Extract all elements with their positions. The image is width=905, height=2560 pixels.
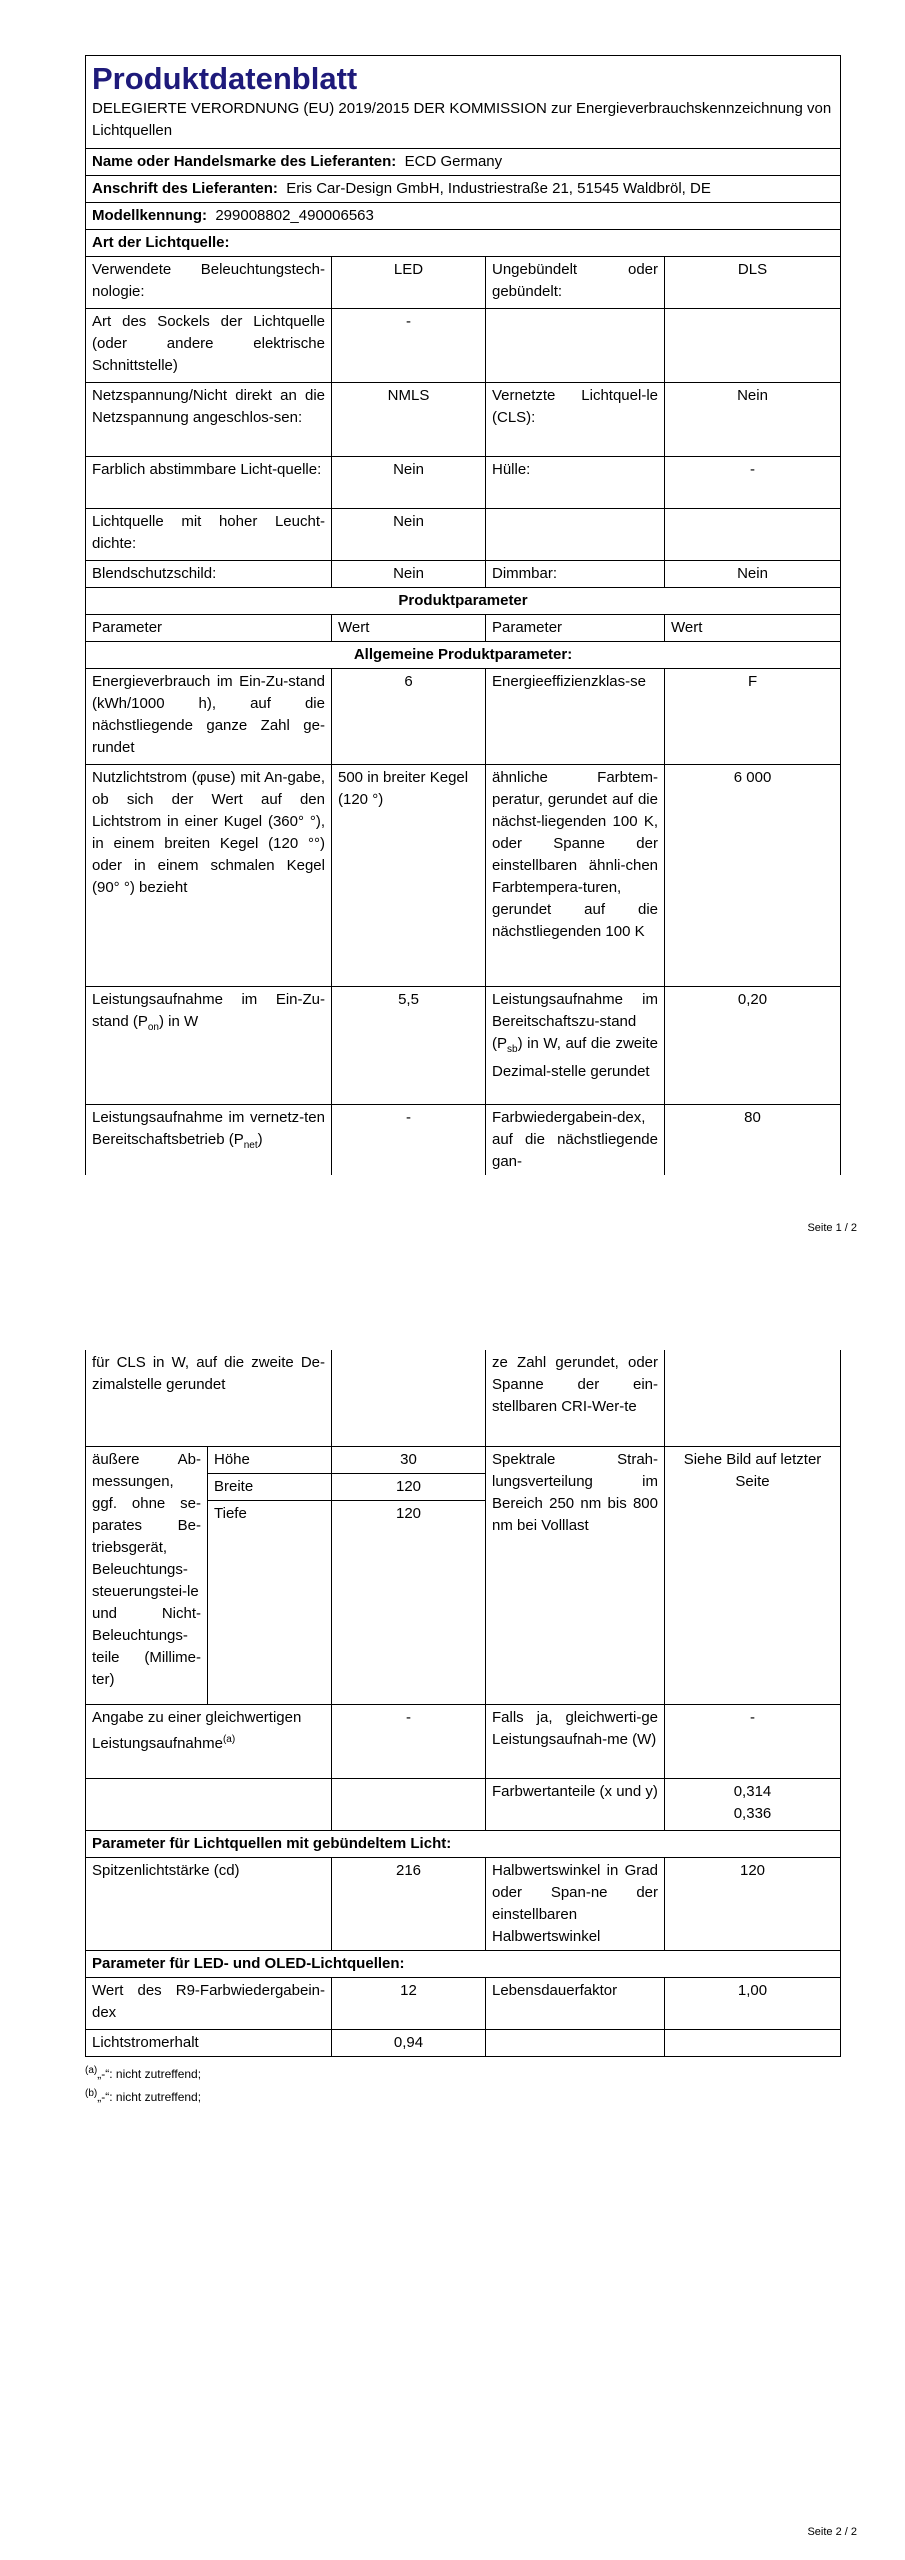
chromaticity-value xyxy=(665,1779,841,1831)
equivalent-power-label: Falls ja, gleichwerti-ge Leistungsaufnah-me (W) xyxy=(486,1705,665,1779)
regulation-subtitle: DELEGIERTE VERORDNUNG (EU) 2019/2015 DER KOMMISSION zur Energieverbrauchskennzeichnung von Lichtquellen xyxy=(92,100,832,139)
cri-value: 80 xyxy=(665,1105,841,1176)
led-heading: Parameter für LED- und OLED-Lichtquellen: xyxy=(86,1951,841,1978)
chromaticity-y: 0,336 xyxy=(733,1805,772,1822)
flux-value: 500 in breiter Kegel (120 °) xyxy=(332,765,486,987)
mains-value: NMLS xyxy=(332,383,486,457)
supplier-address-row xyxy=(86,176,841,203)
pon-label: Leistungsaufnahme im Ein-Zu-stand $(P_{on})$ in W xyxy=(86,987,332,1105)
width-label: Breite xyxy=(208,1473,332,1500)
pnet-label: Leistungsaufnahme im vernetz-ten Bereitschaftsbetrieb $(P_{net})$ xyxy=(86,1105,332,1176)
empty-cell xyxy=(486,2030,665,2057)
tech-value: LED xyxy=(332,257,486,309)
height-value: 30 xyxy=(332,1446,486,1473)
supplier-name-value: ECD Germany xyxy=(404,153,503,170)
color-tunable-label: Farblich abstimmbare Licht-quelle: xyxy=(86,457,332,509)
beam-angle-label: Halbwertswinkel in Grad oder Span-ne der einstellbaren Halbwertswinkel xyxy=(486,1858,665,1951)
empty-cell xyxy=(665,309,841,383)
page-2 xyxy=(85,1350,840,2107)
page-title: Produktdatenblatt xyxy=(92,61,358,96)
peak-intensity-value: 216 xyxy=(332,1858,486,1951)
empty-cell xyxy=(665,1350,841,1446)
lumen-maintenance-label: Lichtstromerhalt xyxy=(86,2030,332,2057)
col-header-param: Parameter xyxy=(486,615,665,642)
datasheet-table-page-2 xyxy=(85,1350,841,2057)
flux-label: Nutzlichtstrom (φuse) mit An-gabe, ob sich der Wert auf den Lichtstrom in einer Kugel (360° °), in einem breiten Kegel (120 °°) oder in einem schmalen Kegel (90° °) bezieht xyxy=(86,765,332,987)
general-heading: Allgemeine Produktparameter: xyxy=(86,642,841,669)
color-tunable-value: Nein xyxy=(332,457,486,509)
supplier-name-row xyxy=(86,149,841,176)
supplier-address-value: Eris Car-Design GmbH, Industriestraße 21, 51545 Waldbröl, DE xyxy=(286,180,711,197)
peak-intensity-label: Spitzenlichtstärke (cd) xyxy=(86,1858,332,1951)
col-header-value: Wert xyxy=(332,615,486,642)
glare-value: Nein xyxy=(332,561,486,588)
model-row xyxy=(86,203,841,230)
envelope-label: Hülle: xyxy=(486,457,665,509)
col-header-param: Parameter xyxy=(86,615,332,642)
equivalent-power-value: - xyxy=(665,1705,841,1779)
equivalent-value: - xyxy=(332,1705,486,1779)
spd-label: Spektrale Strah-lungsverteilung im Bereich 250 nm bis 800 nm bei Volllast xyxy=(486,1446,665,1705)
empty-cell xyxy=(332,1350,486,1446)
socket-label: Art des Sockels der Lichtquelle (oder andere elektrische Schnittstelle) xyxy=(86,309,332,383)
cri-label-continued: ze Zahl gerundet, oder Spanne der ein-stellbaren CRI-Wer-te xyxy=(486,1350,665,1446)
depth-label: Tiefe xyxy=(208,1500,332,1527)
lightsource-heading: Art der Lichtquelle: xyxy=(86,230,841,257)
mains-label: Netzspannung/Nicht direkt an die Netzspannung angeschlos-sen: xyxy=(86,383,332,457)
cls-label: Vernetzte Lichtquel-le (CLS): xyxy=(486,383,665,457)
dimensions-label: äußere Ab-messungen, ggf. ohne se-parates Be-triebsgerät, Beleuchtungs-steuerungstei-le und Nicht-Beleuchtungs-teile (Millime-ter) xyxy=(86,1446,208,1705)
hld-value: Nein xyxy=(332,509,486,561)
cls-value: Nein xyxy=(665,383,841,457)
dimmable-value: Nein xyxy=(665,561,841,588)
energy-label: Energieverbrauch im Ein-Zu-stand (kWh/1000 h), auf die nächstliegende ganze Zahl ge-rundet xyxy=(86,669,332,765)
width-value: 120 xyxy=(332,1473,486,1500)
page-1-footer: Seite 1 / 2 xyxy=(807,1222,857,1234)
product-heading: Produktparameter xyxy=(86,588,841,615)
empty-cell xyxy=(332,1527,486,1705)
survival-factor-label: Lebensdauerfaktor xyxy=(486,1978,665,2030)
page-2-footer: Seite 2 / 2 xyxy=(807,2526,857,2538)
model-label: Modellkennung: xyxy=(92,207,207,224)
envelope-value: - xyxy=(665,457,841,509)
cct-value: 6 000 xyxy=(665,765,841,987)
psb-value: 0,20 xyxy=(665,987,841,1105)
bundled-label: Ungebündelt oder gebündelt: xyxy=(486,257,665,309)
chromaticity-label: Farbwertanteile (x und y) xyxy=(486,1779,665,1831)
pnet-label-continued: für CLS in W, auf die zweite De-zimalstelle gerundet xyxy=(86,1350,332,1446)
r9-value: 12 xyxy=(332,1978,486,2030)
energy-class-label: Energieeffizienzklas-se xyxy=(486,669,665,765)
cct-label: ähnliche Farbtem-peratur, gerundet auf die nächst-liegenden 100 K, oder Spanne der einstellbaren ähnli-chen Farbtempera-turen, gerundet auf die nächstliegenden 100 K xyxy=(486,765,665,987)
model-value: 299008802_490006563 xyxy=(215,207,374,224)
datasheet-table-page-1 xyxy=(85,55,841,1175)
equivalent-label: Angabe zu einer gleichwertigen Leistungsaufnahme$^{(a)}$ xyxy=(86,1705,332,1779)
energy-value: 6 xyxy=(332,669,486,765)
empty-cell xyxy=(486,509,665,561)
spd-value: Siehe Bild auf letzter Seite xyxy=(665,1446,841,1705)
empty-cell xyxy=(86,1779,332,1831)
footnote-a: $^{(a)}$„-“: nicht zutreffend; xyxy=(85,2065,202,2081)
chromaticity-x: 0,314 xyxy=(733,1783,772,1800)
height-label: Höhe xyxy=(208,1446,332,1473)
beam-angle-value: 120 xyxy=(665,1858,841,1951)
lumen-maintenance-value: 0,94 xyxy=(332,2030,486,2057)
pnet-value: - xyxy=(332,1105,486,1176)
glare-label: Blendschutzschild: xyxy=(86,561,332,588)
empty-cell xyxy=(665,2030,841,2057)
footnote-b: $^{(b)}$„-“: nicht zutreffend; xyxy=(85,2088,202,2104)
r9-label: Wert des R9-Farbwiedergabein-dex xyxy=(86,1978,332,2030)
energy-class-value: F xyxy=(665,669,841,765)
empty-cell xyxy=(665,509,841,561)
pon-value: 5,5 xyxy=(332,987,486,1105)
psb-label: Leistungsaufnahme im Bereitschaftszu-stand $(P_{sb})$ in W, auf die zweite Dezimal-stelle gerundet xyxy=(486,987,665,1105)
depth-value: 120 xyxy=(332,1500,486,1527)
supplier-name-label: Name oder Handelsmarke des Lieferanten: xyxy=(92,153,397,170)
hld-label: Lichtquelle mit hoher Leucht-dichte: xyxy=(86,509,332,561)
bundled-value: DLS xyxy=(665,257,841,309)
supplier-address-label: Anschrift des Lieferanten: xyxy=(92,180,278,197)
page-1 xyxy=(85,55,840,1175)
dls-heading: Parameter für Lichtquellen mit gebündeltem Licht: xyxy=(86,1831,841,1858)
tech-label: Verwendete Beleuchtungstech-nologie: xyxy=(86,257,332,309)
empty-cell xyxy=(208,1527,332,1705)
dimmable-label: Dimmbar: xyxy=(486,561,665,588)
col-header-value: Wert xyxy=(665,615,841,642)
socket-value: - xyxy=(332,309,486,383)
empty-cell xyxy=(486,309,665,383)
cri-label: Farbwiedergabein-dex, auf die nächstliegende gan- xyxy=(486,1105,665,1176)
survival-factor-value: 1,00 xyxy=(665,1978,841,2030)
empty-cell xyxy=(332,1779,486,1831)
